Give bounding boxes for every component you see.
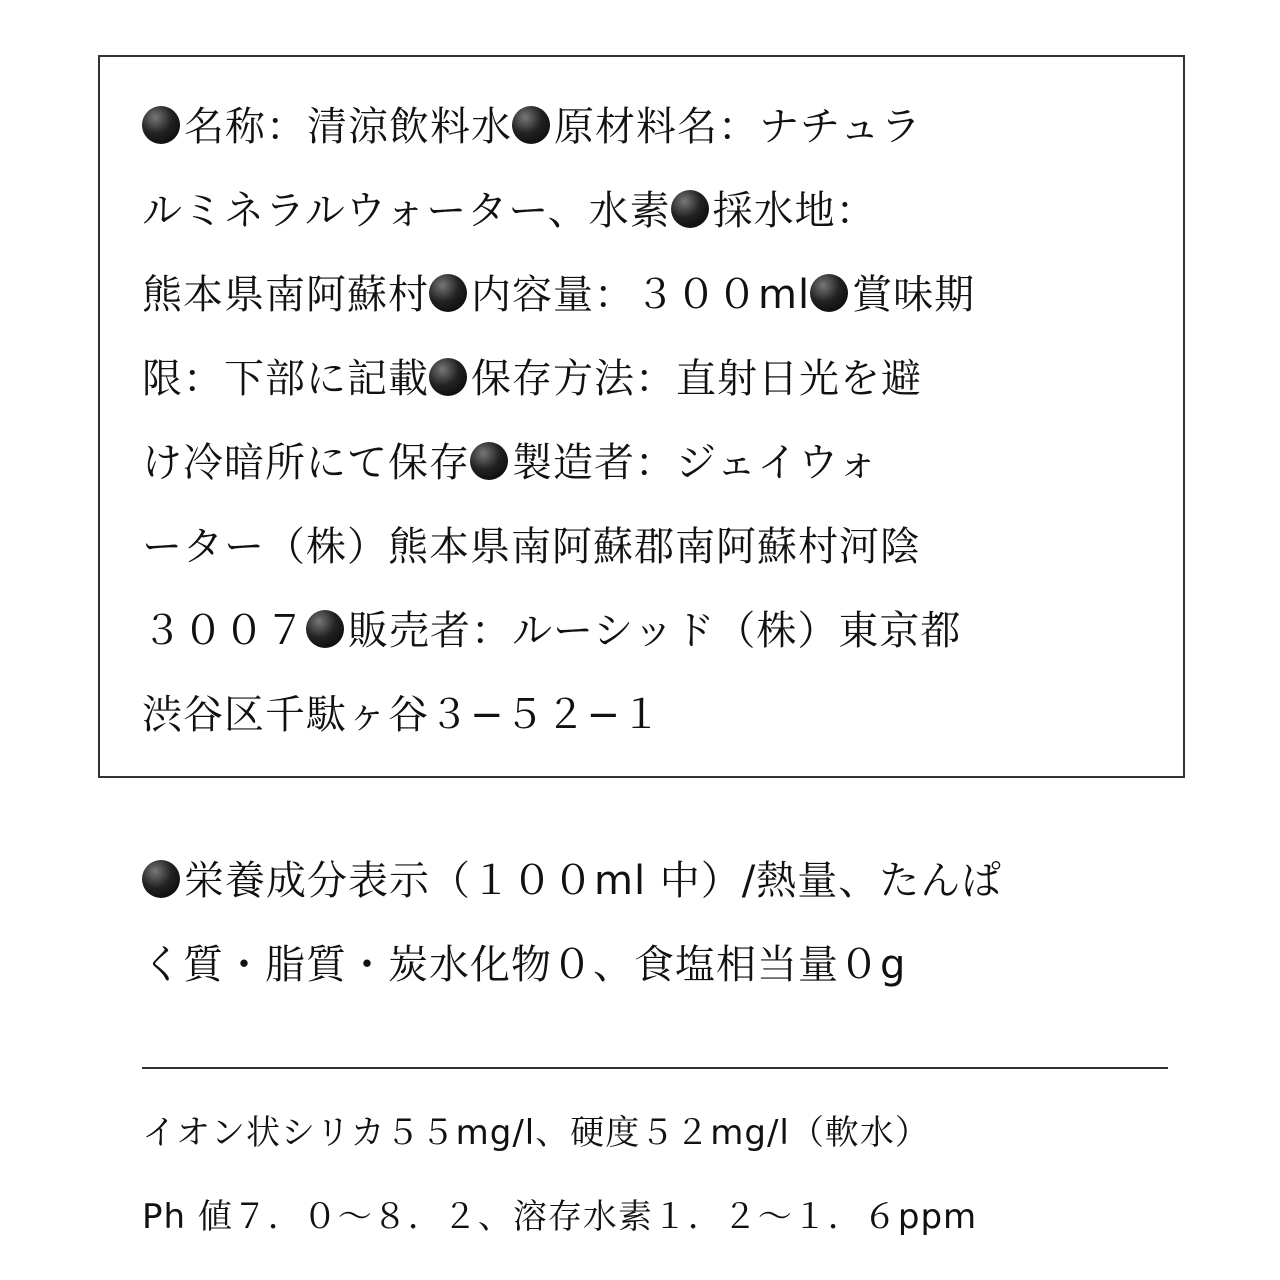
- label-source: 熊本県南阿蘇村: [142, 272, 429, 318]
- label-manufacturer-number: ３００７: [142, 608, 306, 654]
- water-info-line-1: イオン状シリカ５５mg/l、硬度５２mg/l（軟水）: [142, 1113, 930, 1153]
- nutrition-line-2: [142, 941, 906, 989]
- label-storage: 保存方法：直射日光を避: [471, 356, 922, 402]
- water-info-line-2: Ph 値７．０〜８．２、溶存水素１．２〜１．６ppm: [142, 1197, 978, 1237]
- nutrition-line-1: [142, 857, 1002, 905]
- divider-line: [142, 1067, 1168, 1069]
- bullet-icon: [429, 358, 467, 396]
- bullet-icon: [671, 190, 709, 228]
- label-ingredients-cont: ルミネラルウォーター、水素: [142, 188, 671, 234]
- nutrition-text-1: 栄養成分表示（１００ml 中）/熱量、たんぱ: [184, 858, 1003, 904]
- bullet-icon: [470, 442, 508, 480]
- label-expiry-title: 賞味期: [852, 272, 976, 318]
- label-source-title: 採水地：: [712, 188, 877, 234]
- label-expiry: 限：下部に記載: [142, 356, 429, 402]
- bullet-icon: [306, 610, 344, 648]
- label-name: 名称：清涼飲料水: [184, 104, 512, 150]
- label-seller-address: 渋谷区千駄ヶ谷３−５２−１: [142, 692, 663, 738]
- product-label-box: [98, 55, 1185, 778]
- bullet-icon: [142, 860, 180, 898]
- label-ingredients: 原材料名：ナチュラ: [554, 104, 922, 150]
- label-storage-cont: け冷暗所にて保存: [142, 440, 470, 486]
- bullet-icon: [810, 274, 848, 312]
- label-line-5: [142, 439, 879, 487]
- bullet-icon: [429, 274, 467, 312]
- label-line-1: [142, 103, 922, 151]
- label-manufacturer: 製造者：ジェイウォ: [512, 440, 879, 486]
- label-seller: 販売者：ルーシッド（株）東京都: [348, 608, 962, 654]
- label-line-7: [142, 607, 961, 655]
- label-manufacturer-cont: ーター（株）熊本県南阿蘇郡南阿蘇村河陰: [142, 524, 921, 570]
- label-line-8: [142, 691, 662, 739]
- bullet-icon: [142, 106, 180, 144]
- label-line-4: [142, 355, 922, 403]
- label-volume: 内容量：３００ml: [471, 272, 811, 318]
- bullet-icon: [512, 106, 550, 144]
- label-line-6: [142, 523, 921, 571]
- label-line-3: [142, 271, 975, 319]
- nutrition-text-2: く質・脂質・炭水化物０、食塩相当量０g: [142, 942, 907, 988]
- label-line-2: [142, 187, 877, 235]
